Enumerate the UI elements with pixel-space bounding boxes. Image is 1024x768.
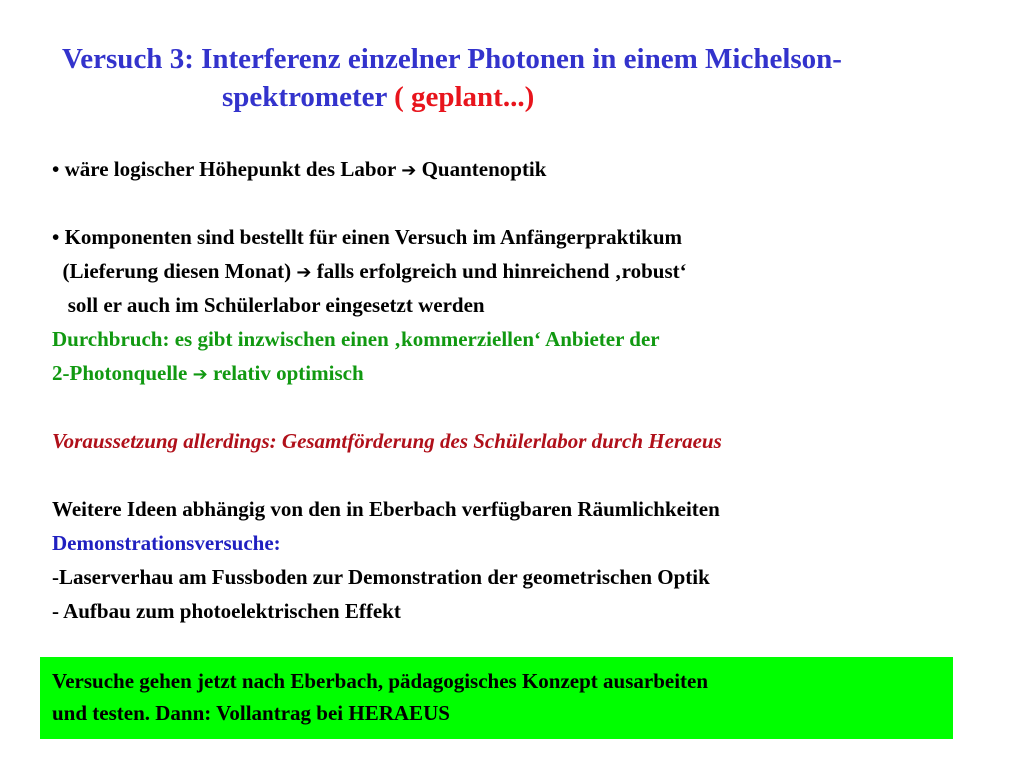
breakthrough-line-2-text: 2-Photonquelle — [52, 361, 193, 385]
arrow-right-icon: ➔ — [192, 364, 208, 385]
bullet-2-line-3: soll er auch im Schülerlabor eingesetzt werden — [52, 293, 485, 317]
title-status-planned: ( geplant...) — [394, 81, 535, 113]
spacer — [52, 390, 722, 424]
spacer — [52, 186, 722, 220]
arrow-right-icon: ➔ — [296, 262, 312, 283]
bullet-2-line-1: • Komponenten sind bestellt für einen Versuch im Anfängerpraktikum — [52, 225, 683, 249]
title-line-2-text: spektrometer — [222, 81, 395, 113]
breakthrough-line-1: Durchbruch: es gibt inzwischen einen ‚kommerziellen‘ Anbieter der — [52, 327, 660, 351]
conclusion-line-2: und testen. Dann: Vollantrag bei HERAEUS — [52, 701, 450, 725]
breakthrough-line-2-tail: relativ optimisch — [207, 361, 364, 385]
spacer — [52, 458, 722, 492]
bullet-2-line-2 — [52, 254, 722, 288]
title-line-2 — [62, 78, 842, 116]
bullet-1-text: • wäre logischer Höhepunkt des Labor — [52, 157, 402, 181]
demo-item-laser: -Laserverhau am Fussboden zur Demonstration der geometrischen Optik — [52, 565, 710, 589]
bullet-2-line-2-text: (Lieferung diesen Monat) — [52, 259, 297, 283]
bullet-1-tail: Quantenoptik — [416, 157, 547, 181]
title-line-1: Versuch 3: Interferenz einzelner Photonen in einem Michelson- — [62, 43, 842, 75]
slide-body — [52, 152, 722, 628]
bullet-2-line-2-tail: falls erfolgreich und hinreichend ‚robust‘ — [311, 259, 687, 283]
bullet-1 — [52, 152, 722, 186]
demo-heading: Demonstrationsversuche: — [52, 531, 281, 555]
breakthrough-line-2 — [52, 356, 722, 390]
demo-item-photoelectric: - Aufbau zum photoelektrischen Effekt — [52, 599, 401, 623]
conclusion-box — [40, 657, 953, 739]
conclusion-line-1: Versuche gehen jetzt nach Eberbach, pädagogisches Konzept ausarbeiten — [52, 669, 709, 693]
ideas-line: Weitere Ideen abhängig von den in Eberbach verfügbaren Räumlichkeiten — [52, 497, 720, 521]
arrow-right-icon: ➔ — [401, 160, 417, 181]
prerequisite-note: Voraussetzung allerdings: Gesamtförderung des Schülerlabor durch Heraeus — [52, 429, 722, 453]
slide-title — [62, 40, 842, 116]
